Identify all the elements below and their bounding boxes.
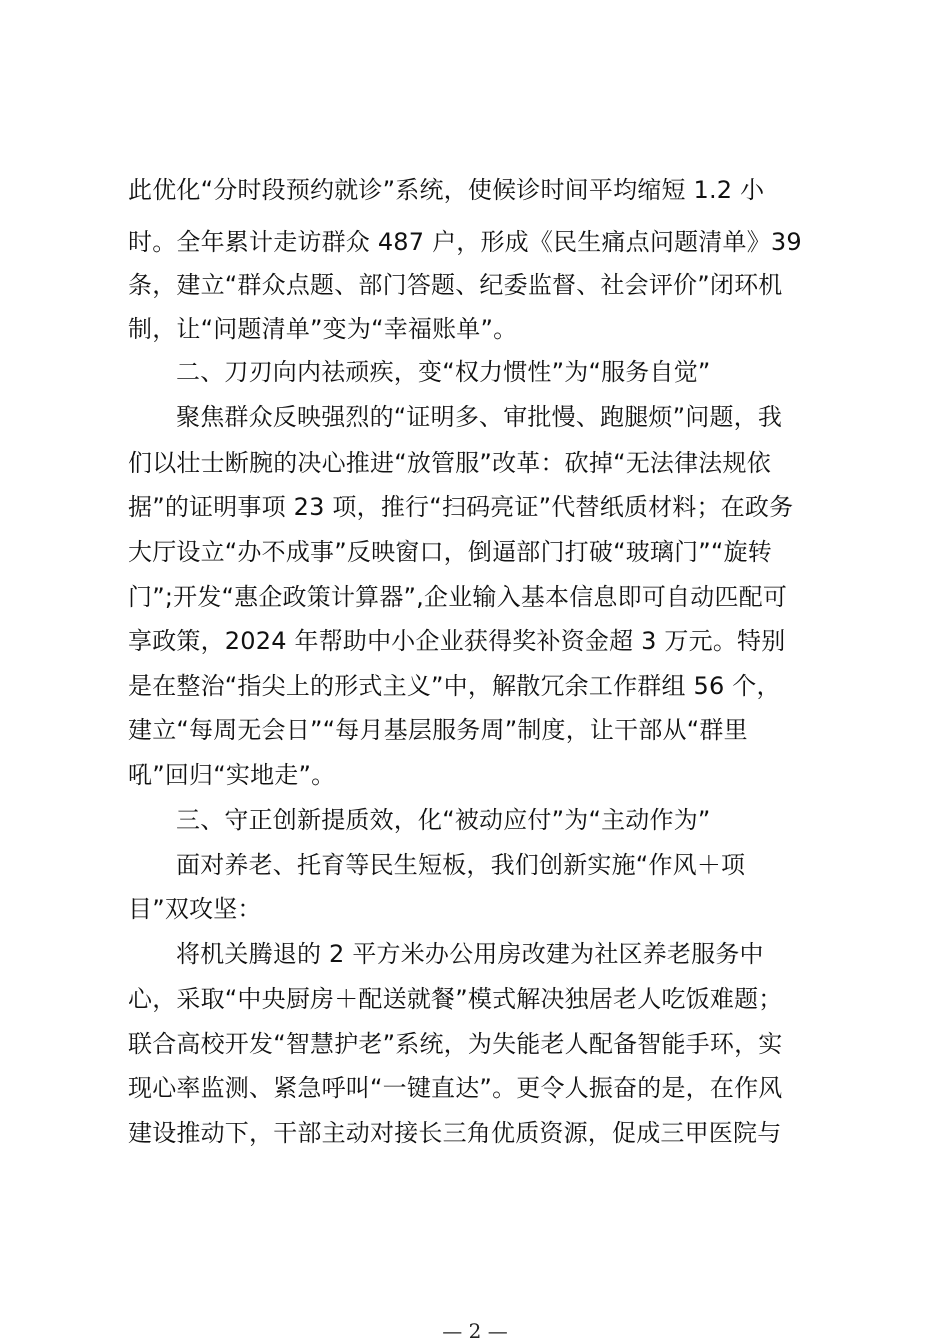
body-text-line: 时。全年累计走访群众 487 户，形成《民生痛点问题清单》39: [128, 228, 802, 256]
body-text-line: 吼”回归“实地走”。: [128, 761, 336, 789]
body-text-line: 条，建立“群众点题、部门答题、纪委监督、社会评价”闭环机: [128, 271, 783, 299]
section-heading-2: 二、刀刃向内祛顽疾，变“权力惯性”为“服务自觉”: [176, 358, 711, 386]
body-text-line: 此优化“分时段预约就诊”系统，使候诊时间平均缩短 1.2 小: [128, 176, 765, 204]
body-text-line: 是在整治“指尖上的形式主义”中，解散冗余工作群组 56 个，: [128, 672, 781, 700]
body-text-line: 门”;开发“惠企政策计算器”,企业输入基本信息即可自动匹配可: [128, 583, 788, 611]
body-text-line: 制，让“问题清单”变为“幸福账单”。: [128, 315, 518, 343]
body-text-line: 建设推动下，干部主动对接长三角优质资源，促成三甲医院与: [128, 1119, 782, 1147]
body-text-line: 们以壮士断腕的决心推进“放管服”改革：砍掉“无法律法规依: [128, 449, 771, 477]
body-text-line: 现心率监测、紧急呼叫“一键直达”。更令人振奋的是，在作风: [128, 1074, 783, 1102]
body-text-line: 将机关腾退的 2 平方米办公用房改建为社区养老服务中: [176, 940, 764, 968]
body-text-line: 享政策，2024 年帮助中小企业获得奖补资金超 3 万元。特别: [128, 627, 786, 655]
section-heading-3: 三、守正创新提质效，化“被动应付”为“主动作为”: [176, 806, 711, 834]
body-text-line: 目”双攻坚：: [128, 895, 262, 923]
body-text-line: 心，采取“中央厨房＋配送就餐”模式解决独居老人吃饭难题；: [128, 985, 783, 1013]
page-number: — 2 —: [442, 1319, 508, 1343]
body-text-line: 聚焦群众反映强烈的“证明多、审批慢、跑腿烦”问题，我: [176, 403, 783, 431]
body-text-line: 面对养老、托育等民生短板，我们创新实施“作风＋项: [176, 851, 746, 879]
body-text-line: 据”的证明事项 23 项，推行“扫码亮证”代替纸质材料；在政务: [128, 493, 794, 521]
body-text-line: 联合高校开发“智慧护老”系统，为失能老人配备智能手环，实: [128, 1030, 783, 1058]
body-text-line: 大厅设立“办不成事”反映窗口，倒逼部门打破“玻璃门”“旋转: [128, 538, 772, 566]
body-text-line: 建立“每周无会日”“每月基层服务周”制度，让干部从“群里: [128, 716, 748, 744]
